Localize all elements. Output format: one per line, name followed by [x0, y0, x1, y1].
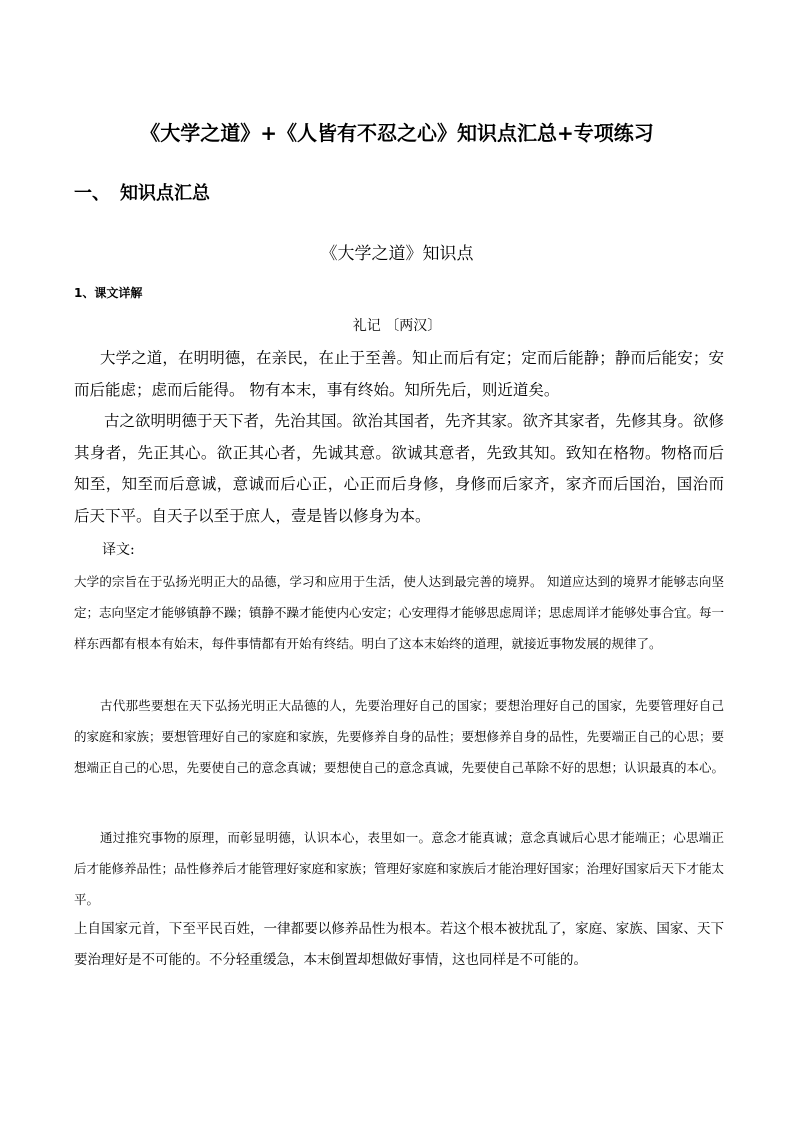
translation-paragraph: 通过推究事物的原理，而彰显明德，认识本心，表里如一。意念才能真诚；意念真诚后心思才能端正；心思端正后才能修养品性；品性修养后才能管理好家庭和家族；管理好家庭和家族后才能治理好国家；治理好国家后天下才能太平。	[74, 830, 725, 907]
author-line: 礼记 〔两汉〕	[352, 318, 442, 334]
subsection-title: 《大学之道》知识点	[320, 244, 474, 264]
classic-paragraph: 大学之道，在明明德，在亲民，在止于至善。知止而后有定；定而后能静；静而后能安；安而后能虑；虑而后能得。 物有本末，事有终始。知所先后，则近道矣。	[74, 349, 724, 399]
translation-paragraph: 上自国家元首，下至平民百姓，一律都要以修养品性为根本。若这个根本被扰乱了，家庭、家族、国家、天下要治理好是不可能的。不分轻重缓急，本末倒置却想做好事情，这也同样是不可能的。	[74, 921, 724, 968]
document-title: 《大学之道》+《人皆有不忍之心》知识点汇总+专项练习	[140, 121, 654, 145]
section-number: 一、	[74, 183, 110, 204]
classic-paragraph: 古之欲明明德于天下者，先治其国。欲治其国者，先齐其家。欲齐其家者，先修其身。欲修其身者，先正其心。欲正其心者，先诚其意。欲诚其意者，先致其知。致知在格物。物格而后知至，知至而后意诚，意诚而后心正，心正而后身修，身修而后家齐，家齐而后国治，国治而后天下平。自天子以至于庶人，壹是皆以修身为本。	[74, 412, 725, 525]
item-heading: 1、课文详解	[74, 286, 143, 300]
translation-paragraph: 古代那些要想在天下弘扬光明正大品德的人，先要治理好自己的国家；要想治理好自己的国家，先要管理好自己的家庭和家族；要想管理好自己的家庭和家族，先要修养自身的品性；要想修养自身的品性，先要端正自己的心思；要想端正自己的心思，先要使自己的意念真诚；要想使自己的意念真诚，先要使自己革除不好的思想；认识最真的本心。	[74, 698, 725, 775]
translation-label: 译文:	[102, 542, 135, 558]
section-title: 知识点汇总	[120, 183, 210, 204]
translation-paragraph: 大学的宗旨在于弘扬光明正大的品德，学习和应用于生活，使人达到最完善的境界。 知道应达到的境界才能够志向坚定；志向坚定才能够镇静不躁；镇静不躁才能使内心安定；心安理得才能够思虑周详；思虑周详才能够处事合宜。每一样东西都有根本有始末，每件事情都有开始有终结。明白了这本末始终的道理，就接近事物发展的规律了。	[74, 574, 725, 651]
section-heading	[74, 180, 210, 208]
